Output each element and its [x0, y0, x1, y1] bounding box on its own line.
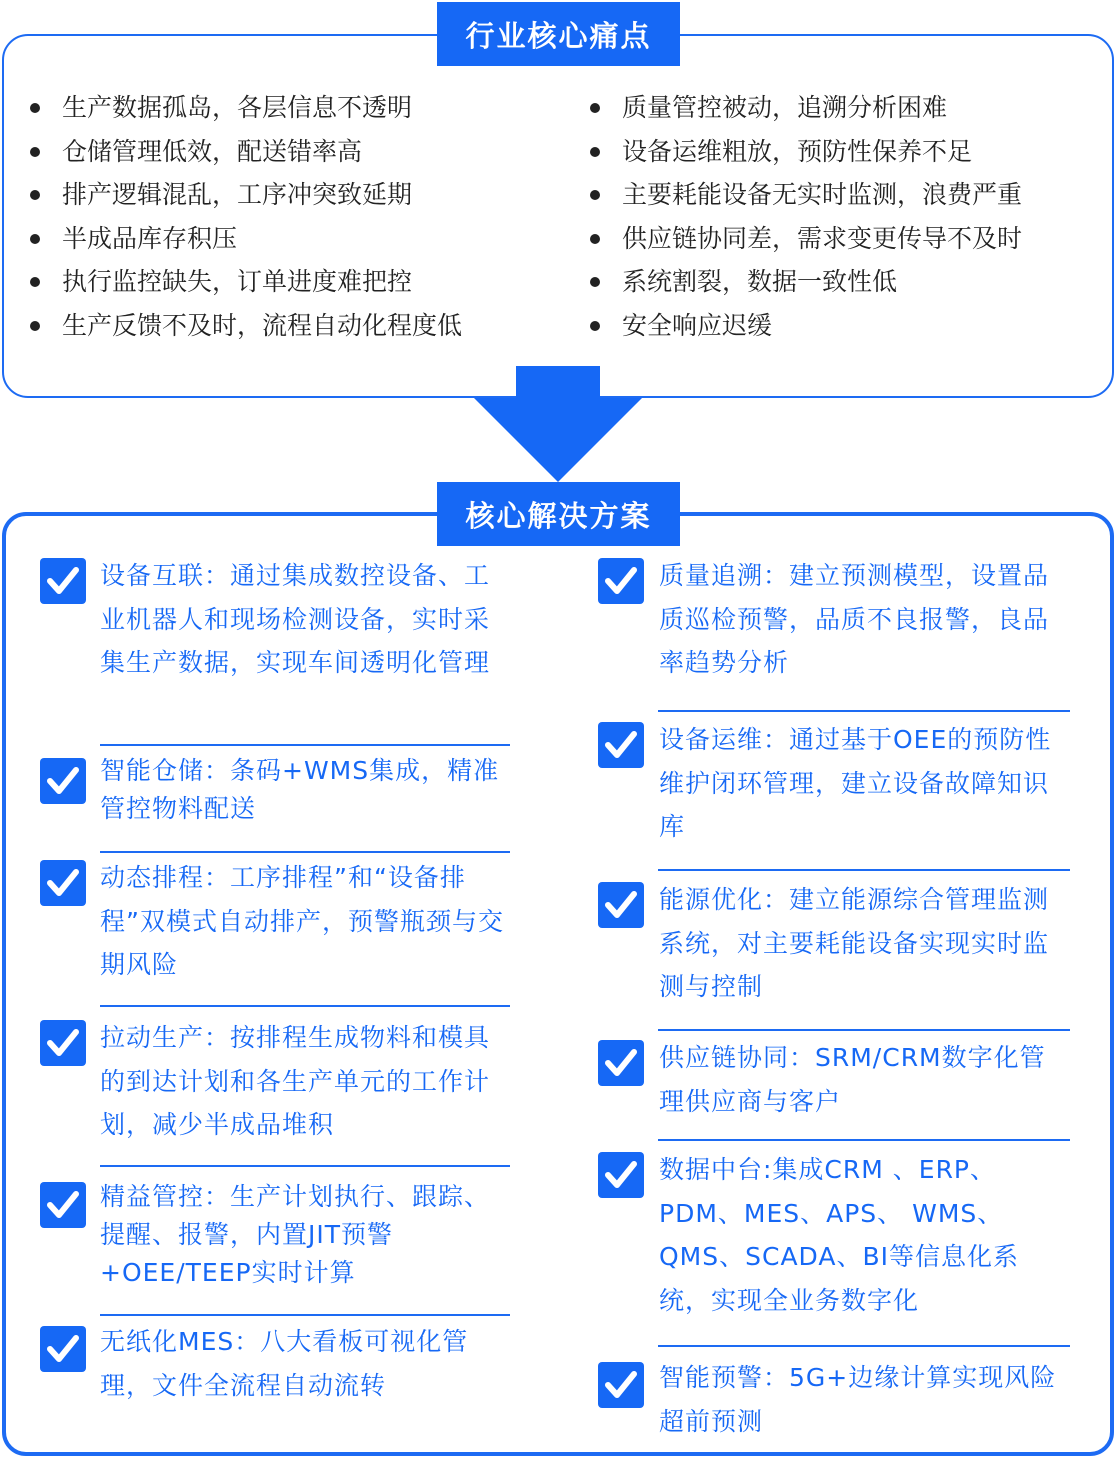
solution-text: 数据中台:集成CRM 、ERP、PDM、MES、APS、 WMS、QMS、SCADA、BI等信息化系统，实现全业务数字化: [659, 1155, 1019, 1315]
list-item: 主要耗能设备无实时监测，浪费严重: [590, 173, 1110, 217]
solutions-title: 核心解决方案: [437, 482, 680, 546]
pain-points-title: 行业核心痛点: [437, 2, 680, 66]
checkmark-icon: [40, 1326, 86, 1372]
divider: [100, 851, 510, 853]
checkmark-icon: [598, 558, 644, 604]
list-item: 执行监控缺失，订单进度难把控: [30, 260, 550, 304]
list-item: 质量管控被动，追溯分析困难: [590, 86, 1110, 130]
list-item: 半成品库存积压: [30, 217, 550, 261]
list-item: 生产数据孤岛，各层信息不透明: [30, 86, 550, 130]
solution-text: 能源优化：建立能源综合管理监测系统，对主要耗能设备实现实时监测与控制: [659, 885, 1050, 1002]
solution-text: 拉动生产：按排程生成物料和模具的到达计划和各生产单元的工作计划，减少半成品堆积: [100, 1023, 491, 1140]
divider: [100, 1314, 510, 1316]
solution-text: 质量追溯：建立预测模型，设置品质巡检预警，品质不良报警，良品率趋势分析: [659, 561, 1050, 678]
divider: [100, 1005, 510, 1007]
list-item: 系统割裂，数据一致性低: [590, 260, 1110, 304]
checkmark-icon: [40, 860, 86, 906]
divider: [658, 1139, 1070, 1141]
solution-text: 智能仓储：条码+WMS集成，精准管控物料配送: [100, 756, 500, 823]
divider: [658, 869, 1070, 871]
solution-text: 精益管控：生产计划执行、跟踪、提醒、报警，内置JIT预警+OEE/TEEP实时计算: [100, 1182, 491, 1287]
pain-points-left-list: [30, 86, 550, 348]
solution-text: 供应链协同：SRM/CRM数字化管理供应商与客户: [659, 1043, 1046, 1116]
checkmark-icon: [598, 1152, 644, 1198]
checkmark-icon: [40, 1020, 86, 1066]
list-item: 排产逻辑混乱，工序冲突致延期: [30, 173, 550, 217]
solution-text: 动态排程：工序排程”和“设备排程”双模式自动排产，预警瓶颈与交期风险: [100, 863, 504, 980]
divider: [658, 1345, 1070, 1347]
list-item: 设备运维粗放，预防性保养不足: [590, 130, 1110, 174]
checkmark-icon: [598, 1362, 644, 1408]
divider: [100, 744, 510, 746]
checkmark-icon: [598, 722, 644, 768]
solution-text: 无纸化MES：八大看板可视化管理，文件全流程自动流转: [100, 1327, 469, 1400]
divider: [658, 1029, 1070, 1031]
solution-text: 设备运维：通过基于OEE的预防性维护闭环管理，建立设备故障知识库: [659, 725, 1052, 842]
down-arrow-icon: [474, 366, 642, 482]
checkmark-icon: [40, 758, 86, 804]
list-item: 仓储管理低效，配送错率高: [30, 130, 550, 174]
checkmark-icon: [40, 1182, 86, 1228]
checkmark-icon: [598, 882, 644, 928]
solution-text: 设备互联：通过集成数控设备、工业机器人和现场检测设备，实时采集生产数据，实现车间透明化管理: [100, 561, 491, 678]
list-item: 供应链协同差，需求变更传导不及时: [590, 217, 1110, 261]
divider: [100, 1165, 510, 1167]
checkmark-icon: [598, 1040, 644, 1086]
pain-points-right-list: [590, 86, 1110, 348]
list-item: 生产反馈不及时，流程自动化程度低: [30, 304, 550, 348]
divider: [658, 710, 1070, 712]
solution-text: 智能预警：5G+边缘计算实现风险超前预测: [659, 1363, 1057, 1436]
list-item: 安全响应迟缓: [590, 304, 1110, 348]
checkmark-icon: [40, 558, 86, 604]
